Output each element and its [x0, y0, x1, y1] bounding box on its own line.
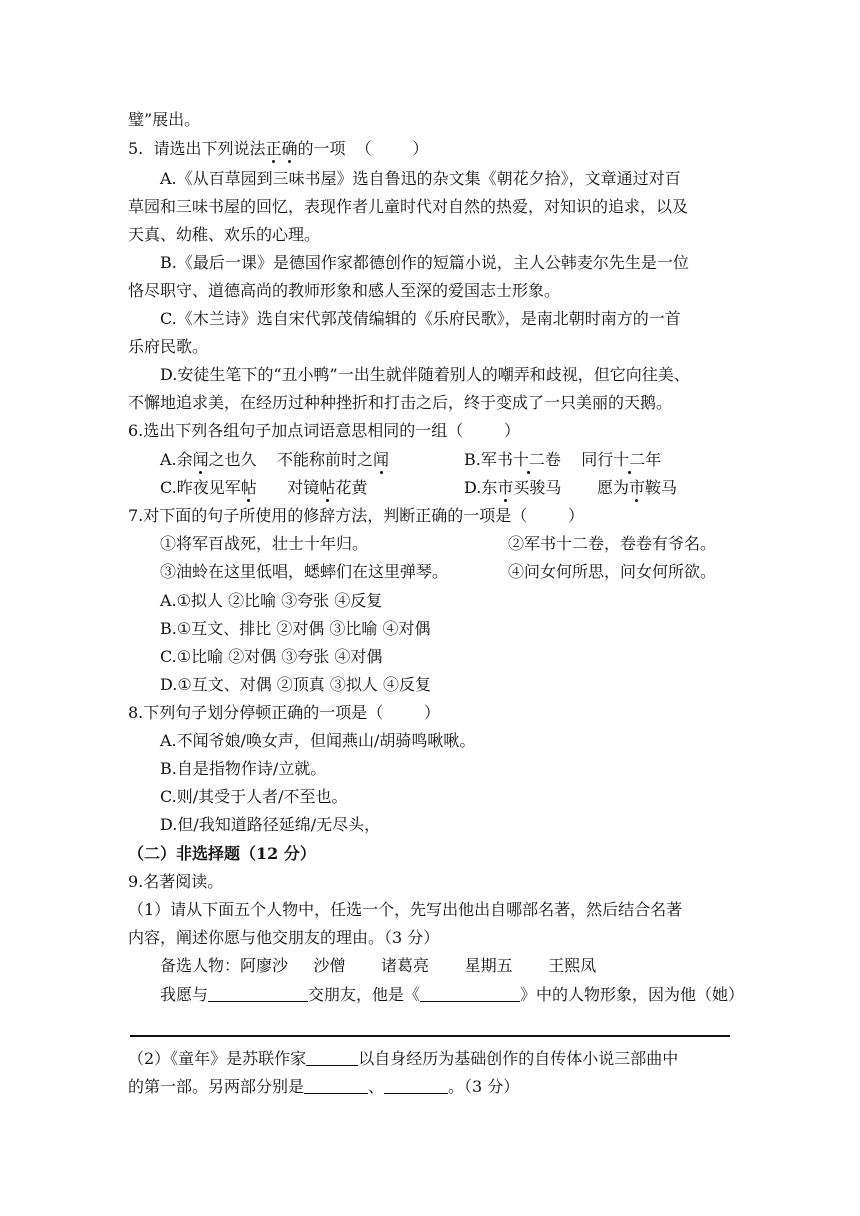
blank-author[interactable]	[306, 1049, 358, 1066]
section-heading: （二）非选择题（12 分）	[128, 844, 316, 863]
text-fragment: 买骏马 愿为	[513, 478, 629, 497]
text-fragment: C.昨夜见军	[160, 478, 241, 497]
question-9-2-line2	[128, 1077, 519, 1097]
sentence-3: ③油蛉在这里低唱，蟋蟀们在这里弹琴。	[160, 562, 449, 581]
text-fragment: 》中的人物形象，因为他（她）	[520, 985, 745, 1004]
question-9-2-line1	[128, 1049, 678, 1069]
dotted-word: 帖	[319, 478, 336, 497]
text-fragment: 的第一部。另两部分别是	[128, 1077, 305, 1096]
text-fragment: B.军书	[464, 450, 513, 469]
sentence-1: ①将军百战死，壮士十年归。	[160, 534, 369, 553]
question-5-stem	[128, 139, 428, 159]
question-8-stem: 8.下列句子划分停顿正确的一项是（ ）	[128, 703, 440, 722]
blank-book-3[interactable]	[384, 1077, 448, 1094]
option-5d-line2: 不懈地追求美，在经历过种种挫折和打击之后，终于变成了一只美丽的天鹅。	[128, 393, 673, 412]
option-5c-line1: C.《木兰诗》选自宋代郭茂倩编辑的《乐府民歌》，是南北朝时南方的一首	[160, 309, 681, 328]
text-fragment: 年	[645, 450, 662, 469]
dotted-word: 闻	[373, 450, 390, 469]
question-6-stem: 6.选出下列各组句子加点词语意思相同的一组（ ）	[128, 421, 520, 440]
text-line: 璧”展出。	[128, 110, 201, 129]
answer-rule	[130, 1035, 730, 1037]
option-6b	[464, 450, 661, 470]
character-options: 备选人物：阿廖沙 沙僧 诸葛亮 星期五 王熙凤	[160, 956, 597, 975]
option-5c-line2: 乐府民歌。	[128, 337, 209, 356]
option-8c: C.则/其受于人者/不至也。	[160, 787, 348, 806]
option-7c: C.①比喻 ②对偶 ③夸张 ④对偶	[160, 647, 383, 666]
dotted-word: 市	[497, 478, 514, 497]
dotted-char: 确	[281, 139, 298, 158]
text-fragment: 5. 请选出下列说法	[128, 139, 266, 158]
text-fragment: A.余	[160, 450, 193, 469]
option-5a-line3: 天真、幼稚、欢乐的心理。	[128, 225, 321, 244]
option-5b-line2: 恪尽职守、道德高尚的教师形象和感人至深的爱国志士形象。	[128, 281, 561, 300]
option-6c	[160, 478, 367, 498]
text-fragment: 以自身经历为基础创作的自传体小说三部曲中	[358, 1049, 679, 1068]
text-fragment: D.东	[464, 478, 498, 497]
option-7a: A.①拟人 ②比喻 ③夸张 ④反复	[160, 591, 383, 610]
dotted-word: 市	[628, 478, 645, 497]
text-fragment: 交朋友，他是《	[308, 985, 421, 1004]
text-fragment: 。（3 分）	[448, 1077, 520, 1096]
blank-friend[interactable]	[208, 985, 308, 1002]
option-7b: B.①互文、排比 ②对偶 ③比喻 ④对偶	[160, 619, 431, 638]
dotted-word: 帖	[240, 478, 257, 497]
option-7d: D.①互文、对偶 ②顶真 ③拟人 ④反复	[160, 675, 431, 694]
question-9-1-line1: （1）请从下面五个人物中，任选一个，先写出他出自哪部名著，然后结合名著	[128, 900, 683, 919]
option-5a-line2: 草园和三味书屋的回忆，表现作者儿童时代对自然的热爱，对知识的追求，以及	[128, 197, 689, 216]
question-9-1-line2: 内容，阐述你愿与他交朋友的理由。（3 分）	[128, 928, 440, 947]
blank-book-2[interactable]	[304, 1077, 368, 1094]
option-5a-line1: A.《从百草园到三味书屋》选自鲁迅的杂文集《朝花夕拾》，文章通过对百	[160, 169, 681, 188]
option-6a	[160, 450, 389, 470]
option-8a: A.不闻爷娘/唤女声，但闻燕山/胡骑鸣啾啾。	[160, 731, 476, 750]
option-8d: D.但/我知道路径延绵/无尽头，	[160, 815, 381, 834]
option-6d	[464, 478, 677, 498]
blank-book-title[interactable]	[420, 985, 520, 1002]
question-7-stem: 7.对下面的句子所使用的修辞方法，判断正确的一项是（ ）	[128, 506, 584, 525]
option-5d-line1: D.安徒生笔下的“丑小鸭”一出生就伴随着别人的嘲弄和歧视，但它向往美、	[160, 365, 690, 384]
option-5b-line1: B.《最后一课》是德国作家都德创作的短篇小说，主人公韩麦尔先生是一位	[160, 253, 689, 272]
text-fragment: 花黄	[335, 478, 368, 497]
dotted-word: 十二	[512, 450, 545, 469]
dotted-char: 正	[265, 139, 282, 158]
question-9-stem: 9.名著阅读。	[128, 872, 224, 891]
answer-line-9-1	[160, 985, 744, 1005]
text-fragment: 我愿与	[160, 985, 209, 1004]
sentence-4: ④问女何所思，问女何所欲。	[508, 562, 717, 581]
text-fragment: 的一项 （ ）	[297, 139, 429, 158]
text-fragment: 之也久 不能称前时之	[208, 450, 374, 469]
text-fragment: 、	[368, 1077, 385, 1096]
text-fragment: 鞍马	[645, 478, 678, 497]
text-fragment: 对镜	[256, 478, 320, 497]
text-fragment: 卷 同行	[544, 450, 614, 469]
dotted-word: 闻	[192, 450, 209, 469]
text-fragment: （2）《童年》是苏联作家	[128, 1049, 307, 1068]
option-8b: B.自是指物作诗/立就。	[160, 759, 327, 778]
dotted-word	[265, 139, 297, 158]
dotted-word: 十二	[613, 450, 646, 469]
sentence-2: ②军书十二卷，卷卷有爷名。	[508, 534, 717, 553]
